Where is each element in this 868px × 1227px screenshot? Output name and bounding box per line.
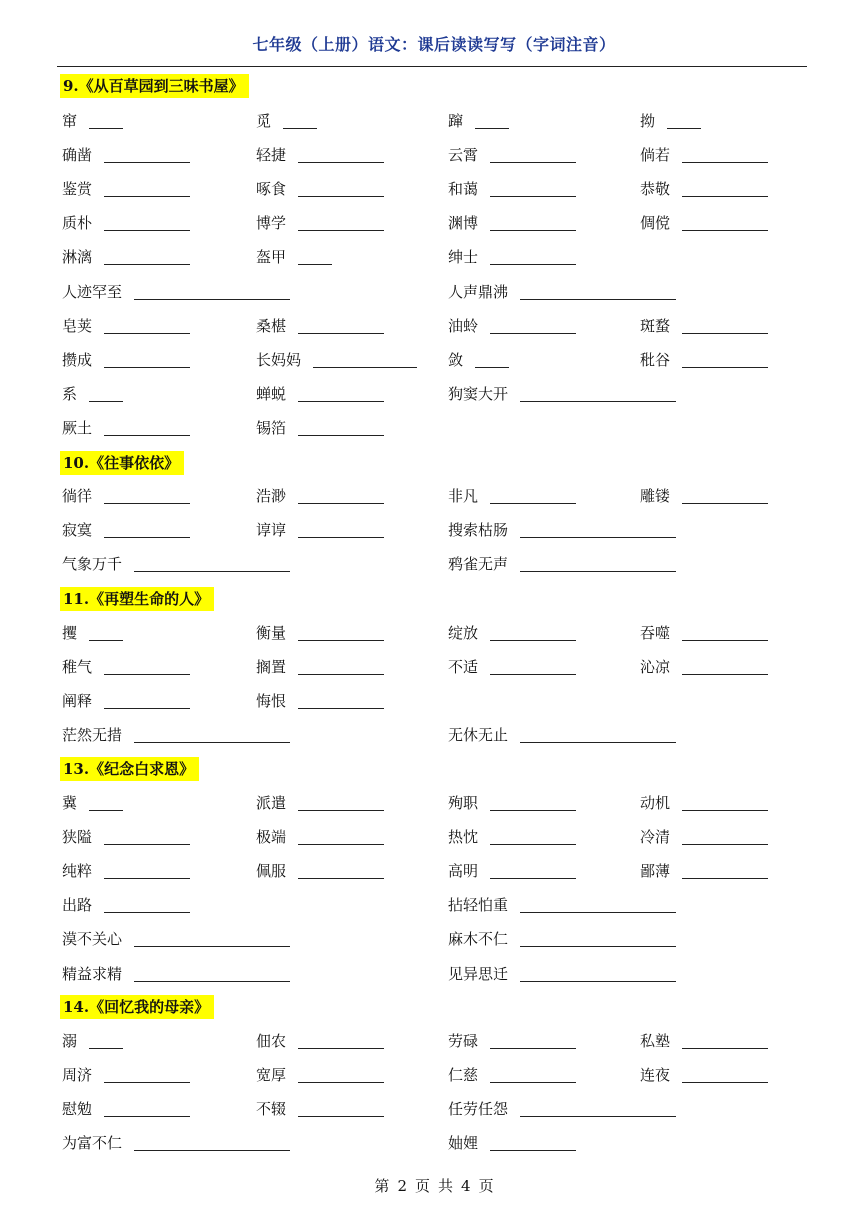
vocab-word: 轻捷 [256,146,287,164]
word-item [256,416,286,440]
vocab-word: 敛 [448,351,464,369]
vocab-word: 溺 [62,1032,78,1050]
pinyin-answer-blank[interactable] [682,333,768,334]
total-page-number: 4 [461,1177,471,1195]
vocab-word: 狗窦大开 [448,385,509,403]
pinyin-answer-blank[interactable] [104,912,190,913]
vocab-word: 漠不关心 [62,930,123,948]
word-item [62,211,92,235]
vocab-word: 博学 [256,214,287,232]
word-item [256,859,286,883]
vocab-word: 攒成 [62,351,93,369]
vocab-word: 妯娌 [448,1134,479,1152]
vocab-word: 皂荚 [62,317,93,335]
word-item [256,791,286,815]
vocab-word: 为富不仁 [62,1134,123,1152]
vocab-word: 不辍 [256,1100,287,1118]
vocab-word: 斑蝥 [640,317,671,335]
pinyin-answer-blank[interactable] [520,571,676,572]
word-item [448,314,478,338]
word-item [640,177,670,201]
vocab-word: 热忱 [448,828,479,846]
vocab-word: 寂寞 [62,521,93,539]
vocab-word: 质朴 [62,214,93,232]
vocab-word: 搁置 [256,658,287,676]
pinyin-answer-blank[interactable] [104,537,190,538]
section-title: 10.《往事依依》 [60,451,184,475]
pinyin-answer-blank[interactable] [682,367,768,368]
word-item [448,859,478,883]
word-item [448,552,508,576]
word-item [640,109,655,133]
footer-text: 共 [438,1177,454,1195]
vocab-word: 见异思迁 [448,965,509,983]
pinyin-answer-blank[interactable] [298,1082,384,1083]
word-item [62,143,92,167]
pinyin-answer-blank[interactable] [682,230,768,231]
vocab-word: 确凿 [62,146,93,164]
word-item [256,825,286,849]
word-item [62,927,122,951]
vocab-word: 精益求精 [62,965,123,983]
word-item [62,859,92,883]
pinyin-answer-blank[interactable] [490,640,576,641]
word-item [62,518,92,542]
vocab-word: 茫然无措 [62,726,123,744]
vocab-word: 鸦雀无声 [448,555,509,573]
footer-text: 页 [478,1177,494,1195]
word-item [448,791,478,815]
vocab-word: 非凡 [448,487,479,505]
pinyin-answer-blank[interactable] [104,878,190,879]
pinyin-answer-blank[interactable] [682,1082,768,1083]
vocab-word: 冷清 [640,828,671,846]
pinyin-answer-blank[interactable] [104,162,190,163]
section-heading [60,995,214,1019]
pinyin-answer-blank[interactable] [104,708,190,709]
word-item [448,245,478,269]
pinyin-answer-blank[interactable] [134,1150,290,1151]
vocab-word: 蹿 [448,112,464,130]
pinyin-answer-blank[interactable] [89,640,123,641]
pinyin-answer-blank[interactable] [298,708,384,709]
vocab-word: 觅 [256,112,272,130]
word-item [62,723,122,747]
vocab-word: 雕镂 [640,487,671,505]
vocab-word: 气象万千 [62,555,123,573]
pinyin-answer-blank[interactable] [89,1048,123,1049]
vocab-word: 锡箔 [256,419,287,437]
current-page-number: 2 [397,1177,407,1195]
vocab-word: 鉴赏 [62,180,93,198]
vocab-word: 狭隘 [62,828,93,846]
vocab-word: 桑椹 [256,317,287,335]
vocab-word: 秕谷 [640,351,671,369]
word-item [256,382,286,406]
vocab-word: 搜索枯肠 [448,521,509,539]
word-item [62,1131,122,1155]
pinyin-answer-blank[interactable] [490,503,576,504]
vocab-word: 衡量 [256,624,287,642]
word-item [256,518,286,542]
pinyin-answer-blank[interactable] [298,264,332,265]
pinyin-answer-blank[interactable] [520,1116,676,1117]
pinyin-answer-blank[interactable] [134,742,290,743]
pinyin-answer-blank[interactable] [104,367,190,368]
section-title: 13.《纪念白求恩》 [60,757,199,781]
vocab-word: 吞噬 [640,624,671,642]
word-item [256,314,286,338]
pinyin-answer-blank[interactable] [89,128,123,129]
pinyin-answer-blank[interactable] [298,844,384,845]
word-item [62,416,92,440]
pinyin-answer-blank[interactable] [490,844,576,845]
pinyin-answer-blank[interactable] [520,912,676,913]
pinyin-answer-blank[interactable] [475,128,509,129]
vocab-word: 倜傥 [640,214,671,232]
word-item [256,348,301,372]
pinyin-answer-blank[interactable] [104,1082,190,1083]
word-item [448,825,478,849]
vocab-word: 稚气 [62,658,93,676]
vocab-word: 不适 [448,658,479,676]
vocab-word: 任劳任怨 [448,1100,509,1118]
vocab-word: 佩服 [256,862,287,880]
word-item [448,962,508,986]
word-item [448,621,478,645]
word-item [62,825,92,849]
pinyin-answer-blank[interactable] [104,435,190,436]
word-item [256,211,286,235]
pinyin-answer-blank[interactable] [104,196,190,197]
footer-text: 页 [414,1177,430,1195]
pinyin-answer-blank[interactable] [490,674,576,675]
word-item [448,1097,508,1121]
word-item [62,1097,92,1121]
word-item [62,893,92,917]
pinyin-answer-blank[interactable] [104,844,190,845]
pinyin-answer-blank[interactable] [667,128,701,129]
section-heading [60,587,214,611]
vocab-word: 高明 [448,862,479,880]
vocab-word: 拈轻怕重 [448,896,509,914]
pinyin-answer-blank[interactable] [490,196,576,197]
word-item [256,689,286,713]
word-item [448,280,508,304]
word-item [62,655,92,679]
word-item [448,1029,478,1053]
word-item [256,109,271,133]
vocab-word: 麻木不仁 [448,930,509,948]
word-item [62,245,92,269]
vocab-word: 渊博 [448,214,479,232]
pinyin-answer-blank[interactable] [520,401,676,402]
word-item [62,314,92,338]
pinyin-answer-blank[interactable] [298,1048,384,1049]
vocab-word: 长妈妈 [256,351,302,369]
word-item [448,211,478,235]
section-title: 9.《从百草园到三味书屋》 [60,74,249,98]
word-item [256,655,286,679]
vocab-word: 鄙薄 [640,862,671,880]
section-title: 14.《回忆我的母亲》 [60,995,214,1019]
word-item [448,1131,478,1155]
word-item [256,1029,286,1053]
section-heading [60,451,184,475]
vocab-word: 淋漓 [62,248,93,266]
pinyin-answer-blank[interactable] [298,401,384,402]
word-item [62,1029,77,1053]
word-item [62,689,92,713]
word-item [448,348,463,372]
word-item [62,552,122,576]
vocab-word: 悔恨 [256,692,287,710]
vocab-word: 恭敬 [640,180,671,198]
word-item [256,1063,286,1087]
vocab-word: 连夜 [640,1066,671,1084]
vocab-word: 和蔼 [448,180,479,198]
word-item [640,621,670,645]
word-item [640,859,670,883]
vocab-word: 殉职 [448,794,479,812]
word-item [640,1063,670,1087]
pinyin-answer-blank[interactable] [134,299,290,300]
pinyin-answer-blank[interactable] [104,230,190,231]
pinyin-answer-blank[interactable] [298,435,384,436]
pinyin-answer-blank[interactable] [490,878,576,879]
word-item [256,484,286,508]
word-item [62,382,77,406]
word-item [448,382,508,406]
word-item [640,655,670,679]
word-item [256,621,286,645]
pinyin-answer-blank[interactable] [490,333,576,334]
pinyin-answer-blank[interactable] [490,162,576,163]
word-item [256,245,286,269]
pinyin-answer-blank[interactable] [298,640,384,641]
vocab-word: 云霄 [448,146,479,164]
pinyin-answer-blank[interactable] [298,162,384,163]
vocab-word: 阐释 [62,692,93,710]
pinyin-answer-blank[interactable] [89,401,123,402]
word-item [256,143,286,167]
pinyin-answer-blank[interactable] [89,810,123,811]
word-item [448,1063,478,1087]
pinyin-answer-blank[interactable] [298,503,384,504]
pinyin-answer-blank[interactable] [104,674,190,675]
pinyin-answer-blank[interactable] [298,674,384,675]
word-item [640,143,670,167]
word-item [448,518,508,542]
pinyin-answer-blank[interactable] [520,946,676,947]
vocab-word: 窜 [62,112,78,130]
vocab-word: 浩渺 [256,487,287,505]
vocab-word: 人迹罕至 [62,283,123,301]
vocab-word: 极端 [256,828,287,846]
vocab-word: 人声鼎沸 [448,283,509,301]
pinyin-answer-blank[interactable] [298,230,384,231]
pinyin-answer-blank[interactable] [682,640,768,641]
header-divider [57,66,807,67]
vocab-word: 攫 [62,624,78,642]
vocab-word: 绽放 [448,624,479,642]
pinyin-answer-blank[interactable] [682,1048,768,1049]
pinyin-answer-blank[interactable] [520,981,676,982]
word-item [448,893,508,917]
pinyin-answer-blank[interactable] [490,264,576,265]
word-item [640,1029,670,1053]
vocab-word: 盔甲 [256,248,287,266]
vocab-word: 仁慈 [448,1066,479,1084]
vocab-word: 冀 [62,794,78,812]
pinyin-answer-blank[interactable] [520,537,676,538]
pinyin-answer-blank[interactable] [520,742,676,743]
pinyin-answer-blank[interactable] [475,367,509,368]
word-item [448,927,508,951]
word-item [62,484,92,508]
vocab-word: 动机 [640,794,671,812]
pinyin-answer-blank[interactable] [682,162,768,163]
vocab-word: 沁凉 [640,658,671,676]
vocab-word: 啄食 [256,180,287,198]
section-title: 11.《再塑生命的人》 [60,587,214,611]
word-item [62,1063,92,1087]
pinyin-answer-blank[interactable] [298,810,384,811]
word-item [62,177,92,201]
pinyin-answer-blank[interactable] [682,878,768,879]
vocab-word: 佃农 [256,1032,287,1050]
pinyin-answer-blank[interactable] [298,537,384,538]
section-heading [60,74,249,98]
pinyin-answer-blank[interactable] [682,844,768,845]
pinyin-answer-blank[interactable] [104,1116,190,1117]
word-item [256,177,286,201]
pinyin-answer-blank[interactable] [134,946,290,947]
vocab-word: 慰勉 [62,1100,93,1118]
word-item [640,484,670,508]
word-item [448,177,478,201]
pinyin-answer-blank[interactable] [104,264,190,265]
word-item [62,109,77,133]
word-item [62,621,77,645]
word-item [448,723,508,747]
pinyin-answer-blank[interactable] [283,128,317,129]
word-item [62,962,122,986]
word-item [640,348,670,372]
page-title: 七年级（上册）语文：课后读读写写（字词注音） [252,35,616,54]
word-item [62,280,122,304]
pinyin-answer-blank[interactable] [490,1048,576,1049]
vocab-word: 宽厚 [256,1066,287,1084]
vocab-word: 倘若 [640,146,671,164]
word-item [640,211,670,235]
pinyin-answer-blank[interactable] [104,503,190,504]
pinyin-answer-blank[interactable] [682,196,768,197]
vocab-word: 劳碌 [448,1032,479,1050]
vocab-word: 纯粹 [62,862,93,880]
footer-text: 第 [374,1177,390,1195]
pinyin-answer-blank[interactable] [313,367,417,368]
pinyin-answer-blank[interactable] [490,810,576,811]
vocab-word: 谆谆 [256,521,287,539]
word-item [448,484,478,508]
vocab-word: 出路 [62,896,93,914]
section-heading [60,757,199,781]
vocab-word: 绅士 [448,248,479,266]
vocab-word: 无休无止 [448,726,509,744]
pinyin-answer-blank[interactable] [104,333,190,334]
word-item [640,314,670,338]
pinyin-answer-blank[interactable] [134,981,290,982]
vocab-word: 油蛉 [448,317,479,335]
pinyin-answer-blank[interactable] [490,230,576,231]
word-item [448,655,478,679]
vocab-word: 厥土 [62,419,93,437]
pinyin-answer-blank[interactable] [298,1116,384,1117]
word-item [62,348,92,372]
word-item [448,143,478,167]
vocab-word: 私塾 [640,1032,671,1050]
vocab-word: 派遣 [256,794,287,812]
vocab-word: 徜徉 [62,487,93,505]
word-item [640,791,670,815]
pinyin-answer-blank[interactable] [520,299,676,300]
vocab-word: 蝉蜕 [256,385,287,403]
word-item [448,109,463,133]
word-item [256,1097,286,1121]
vocab-word: 系 [62,385,78,403]
word-item [62,791,77,815]
page-footer [0,1175,868,1196]
pinyin-answer-blank[interactable] [490,1150,576,1151]
vocab-word: 周济 [62,1066,93,1084]
vocab-word: 拗 [640,112,656,130]
pinyin-answer-blank[interactable] [682,810,768,811]
pinyin-answer-blank[interactable] [682,503,768,504]
word-item [640,825,670,849]
pinyin-answer-blank[interactable] [298,878,384,879]
pinyin-answer-blank[interactable] [490,1082,576,1083]
pinyin-answer-blank[interactable] [298,196,384,197]
pinyin-answer-blank[interactable] [298,333,384,334]
pinyin-answer-blank[interactable] [682,674,768,675]
pinyin-answer-blank[interactable] [134,571,290,572]
